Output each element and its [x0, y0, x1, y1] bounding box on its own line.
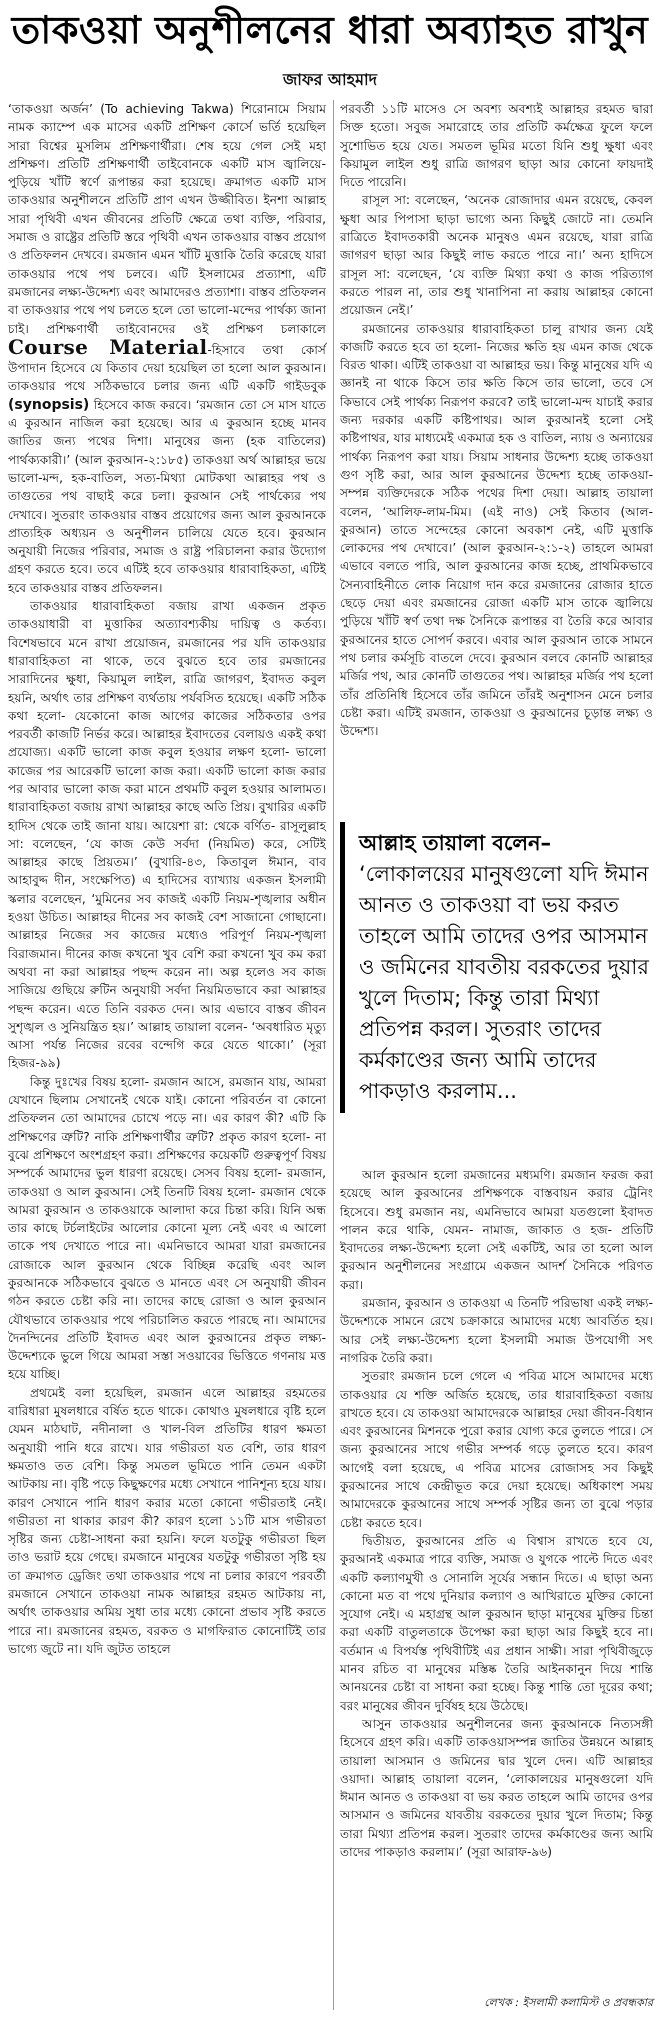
article-author: জাফর আহমাদ	[282, 70, 378, 89]
paragraph: সুতরাং রমজান চলে গেলে এ পবিত্র মাসে আমাদের মধ্যে তাকওয়ার যে শক্তি অর্জিত হয়েছে, তার ধারাবাহিকতা বজায় রাখতে হবে। যে তাকওয়া আমাদেরকে আল্লাহর দেয়া জীবন-বিধান এবং কুরআনের মিশনকে পুরো করার যোগ্য করে তুলতে পারে। সে জন্য কুরআনের সাথে গভীর সম্পর্ক গড়ে তুলতে হবে। কারণ আগেই বলা হয়েছে, এ পবিত্র মাসের রোজাসহ সব কিছুই কুরআনের সাথে কেন্দ্রীভূত করে দেয়া হয়েছে। অধিকাংশ সময় আমাদেরকে কুরআনের সাথে সম্পর্ক সৃষ্টির জন্য তা বুঝে পড়ার চেষ্টা করতে হবে।	[340, 1369, 653, 1530]
pull-quote	[340, 822, 653, 1113]
paragraph: কিন্তু দুঃখের বিষয় হলো- রমজান আসে, রমজান যায়, আমরা যেখানে ছিলাম সেখানেই থেকে যাই। কোনো পরিবর্তন বা কোনো প্রতিফলন তো আমাদের চোখে পড়ে না। এর কারণ কী? এটি কি প্রশিক্ষণের ত্রুটি? নাকি প্রশিক্ষণার্থীর ত্রুটি? প্রকৃত কারণ হলো- না বুঝে প্রশিক্ষণে অংশগ্রহণ করা। প্রশিক্ষণের কয়েকটি গুরুত্বপূর্ণ বিষয় সম্পর্কে আমাদের ভুল ধারণা রয়েছে। সেসব বিষয় হলো- রমজান, তাকওয়া ও আল কুরআন। সেই তিনটি বিষয় হলো- রমজান থেকে আমরা কুরআন ও তাকওয়াকে আলাদা করে চিন্তা করি। যিনি অন্ধ তার কাছে টর্চলাইটের আলোর কোনো মূল্য নেই এবং এ আলো তাকে পথ দেখাতে পারে না। এমনিভাবে আমরা যারা রমজানের রোজাকে আল কুরআন থেকে বিচ্ছিন্ন করেছি এবং আল কুরআনকে সঠিকভাবে বুঝতে ও মানতে এবং সে অনুযায়ী জীবন গঠন করতে চেষ্টা করি না। তাদের কাছে রোজা ও আল কুরআন যৌথভাবে তাকওয়ার পথে পরিচালিত করতে পারছে না। আমাদের দৈনন্দিনের প্রতিটি ইবাদত এবং আল কুরআনের প্রকৃত লক্ষ্য-উদ্দেশ্যকে ভুলে গিয়ে আমরা সস্তা সওয়াবের ভিত্তিতে গণনায় মত্ত হয়ে যাচ্ছি।	[8, 1074, 326, 1382]
paragraph-text: -হিসাবে তথা কোর্স উপাদান হিসেবে যে কিতাব দেয়া হয়েছিল তা হলো আল কুরআন। তাকওয়ার পথে সঠিকভাবে চলার জন্য এটি একটি গাইডবুক	[8, 342, 326, 394]
left-column	[8, 100, 326, 1658]
pull-quote-text: ‘লোকালয়ের মানুষগুলো যদি ঈমান আনত ও তাকওয়া বা ভয় করত তাহলে আমি তাদের ওপর আসমান ও জমিনের যাবতীয় বরকতের দুয়ার খুলে দিতাম; কিন্তু তারা মিথ্যা প্রতিপন্ন করল। সুতরাং তাদের কর্মকাণ্ডের জন্য আমি তাদের পাকড়াও করলাম...	[359, 862, 649, 1103]
course-material-term: Course Material	[8, 334, 208, 359]
paragraph: রাসূল সা: বলেছেন, ‘অনেক রোজাদার এমন রয়েছে, কেবল ক্ষুধা আর পিপাসা ছাড়া ভাগ্যে অন্য কিছুই জোটে না। তেমনি রাত্রিতে ইবাদতকারী অনেক মানুষও এমন রয়েছে, যারা রাত্রি জাগরণ ছাড়া আর কিছুই লাভ করতে পারে না।’ অন্য হাদিসে রাসূল সা: বলেছেন, ‘যে ব্যক্তি মিথ্যা কথা ও কাজ পরিত্যাগ করতে পারল না, তার শুধু খানাপিনা না করায় আল্লাহর কোনো প্রয়োজন নেই।’	[340, 193, 653, 318]
paragraph	[8, 100, 326, 597]
paragraph: তাকওয়ার ধারাবাহিকতা বজায় রাখা একজন প্রকৃত তাকওয়াধারী বা মুত্তাকির অত্যাবশ্যকীয় দায়িত্ব ও কর্তব্য। বিশেষভাবে মনে রাখা প্রয়োজন, রমজানের পর যদি তাকওয়ার ধারাবাহিকতা না থাকে, তবে বুঝতে হবে তার রমজানের সারাদিনের ক্ষুধা, কিয়ামুল লাইল, রাত্রি জাগরণ, ইবাদত কবুল হয়নি, অর্থাৎ তার প্রশিক্ষণ ব্যর্থতায় পর্যবসিত হয়েছে। একটি সঠিক কথা হলো- যেকোনো কাজ আগের কাজের সঠিকতার ওপর পরবর্তী কাজটি নির্ভর করে। আল্লাহর ইবাদতের বেলায়ও একই কথা প্রযোজ্য। একটি ভালো কাজ কবুল হওয়ার লক্ষণ হলো- ভালো কাজের পর আরেকটি ভালো কাজ করা। একটি ভালো কাজ করার পর আবার ভালো কাজ করা মানে প্রথমটি কবুল হওয়ার আলামত। ধারাবাহিকতা বজায় রাখা আল্লাহর কাছে অতি প্রিয়। বুখারির একটি হাদিস থেকে তাই জানা যায়। আয়েশা রা: থেকে বর্ণিত- রাসূলুল্লাহ সা: বলেছেন, ‘যে কাজ কেউ সর্বদা (নিয়মিত) করে, সেটিই আল্লাহর কাছে প্রিয়তম।’ (বুখারি-৪৩, কিতাবুল ঈমান, বাব আহাবুদ্দ দীন, সংক্ষেপিত) এ হাদিসের ব্যাখ্যায় একজন ইসলামী স্কলার বলেছেন, ‘মুমিনের সব কাজই একটি নিয়ম-শৃঙ্খলার অধীন হওয়া উচিত। আল্লাহর দীনের সব কাজই বেশ সাজানো গোছানো। আল্লাহর নিজের সব কাজের মধ্যেও পরিপূর্ণ নিয়ম-শৃঙ্খলা বিরাজমান। দীনের কাজ কখনো খুব বেশি করা কখনো খুব কম করা অথবা না করা আল্লাহর পছন্দ করেন না। অল্প হলেও সব কাজ সাজিয়ে গুছিয়ে রুটিন অনুযায়ী সর্বদা নিয়মিতভাবে করা আল্লাহর পছন্দ করেন। এতে তিনি বরকত দেন। আর এভাবে বাস্তব জীবন সুশৃঙ্খল ও সুনিয়ন্ত্রিত হয়।’ আল্লাহ তায়ালা বলেন- ‘অবধারিত মৃত্যু আসা পর্যন্ত নিজের রবের বন্দেগি করে যেতে থাকো।’ (সূরা হিজর-৯৯)	[8, 599, 326, 1071]
paragraph: রমজান, কুরআন ও তাকওয়া এ তিনটি পরিভাষা একই লক্ষ্য-উদ্দেশ্যকে সামনে রেখে চক্রাকারে আমাদের মধ্যে আবর্তিত হয়। আর সেই লক্ষ্য-উদ্দেশ্য হলো ইসলামী সমাজ উপযোগী সৎ নাগরিক তৈরি করা।	[340, 1296, 653, 1365]
column-divider	[333, 100, 334, 2010]
paragraph: আসুন তাকওয়ার অনুশীলনের জন্য কুরআনকে নিত্যসঙ্গী হিসেবে গ্রহণ করি। একটি তাকওয়াসম্পন্ন জাতির উন্নয়নে আল্লাহ তায়ালা আসমান ও জমিনের দ্বার খুলে দেন। এটি আল্লাহর ওয়াদা। আল্লাহ তায়ালা বলেন, ‘লোকালয়ের মানুষগুলো যদি ঈমান আনত ও তাকওয়া বা ভয় করত তাহলে আমি তাদের ওপর আসমান ও জমিনের যাবতীয় বরকতের দুয়ার খুলে দিতাম; কিন্তু তারা মিথ্যা প্রতিপন্ন করল। সুতরাং তাদের কর্মকাণ্ডের জন্য আমি তাদের পাকড়াও করলাম।’ (সূরা আরাফ-৯৬)	[340, 1716, 653, 1859]
paragraph-text: ‘তাকওয়া অর্জন’ (To achieving Takwa) শিরোনামে সিয়াম নামক ক্যাম্পে এক মাসের একটি প্রশিক্ষণ কোর্সে ভর্তি হয়েছিল সারা বিশ্বের মুসলিম প্রশিক্ষণার্থীরা। শেষ হয়ে গেল সেই মহা প্রশিক্ষণ। প্রতিটি প্রশিক্ষণার্থী তাইবোনকে একটি মাস জ্বালিয়ে-পুড়িয়ে খাঁটি স্বর্ণে রূপান্তর করা হয়েছে। ক্রমাগত একটি মাস তাকওয়ার অনুশীলনে প্রতিটি প্রাণ এখন উজ্জীবিত। ইনশা আল্লাহ সারা পৃথিবী এখন জীবনের প্রতিটি ক্ষেত্রে তথা ব্যক্তি, পরিবার, সমাজ ও রাষ্ট্রের প্রতিটি স্তরে পৃথিবী এখন তাকওয়ার বাস্তব প্রয়োগ ও প্রতিফলন দেখবে। রমজান এমন খাঁটি মুত্তাকি তৈরি করেছে যারা তাকওয়ার পথে পথ চলবে। এটি ইসলামের প্রত্যাশা, এটি রমজানের লক্ষ্য-উদ্দেশ্য এবং আমাদেরও প্রত্যাশা। বাস্তব প্রতিফলন বা তাকওয়ার পথে পথ চলতে হলে তো ভালো-মন্দের পার্থক্য জানা চাই। প্রশিক্ষণার্থী তাইবোনদের ওই প্রশিক্ষণ চলাকালে	[8, 102, 326, 336]
right-column-top	[340, 100, 653, 815]
paragraph: রমজানের তাকওয়ার ধারাবাহিকতা চালু রাখার জন্য যেই কাজটি করতে হবে তা হলো- নিজের ক্ষতি হয় এমন কাজ থেকে বিরত থাকা। এটিই তাকওয়া বা আল্লাহর ভয়। কিন্তু মানুষের যদি এ জ্ঞানই না থাকে কিসে তার ক্ষতি কিসে তার ভালো, তবে সে কিভাবে সেই পার্থক্য নিরূপণ করবে? তাই ভালো-মন্দ যাচাই করার জন্য দরকার একটি কষ্টিপাথর। আল কুরআনই হলো সেই কষ্টিপাথর, যার মাধ্যমেই একমাত্র হক ও বাতিল, ন্যায় ও অন্যায়ের পার্থক্য নিরূপণ করা যায়। সিয়াম সাধনার উদ্দেশ্য হচ্ছে তাকওয়া গুণ সৃষ্টি করা, আর আল কুরআনের উদ্দেশ্য হচ্ছে তাকওয়া-সম্পন্ন ব্যক্তিদেরকে সঠিক পথের দিশা দেয়া। আল্লাহ তায়ালা বলেন, ‘আলিফ-লাম-মিম। (এই নাও) সেই কিতাব (আল-কুরআন) তাতে সন্দেহের কোনো অবকাশ নেই, এটি মুত্তাকি লোকদের পথ দেখাবে।’ (আল কুরআন-২:১-২) তাহলে আমরা এভাবে বলতে পারি, আল কুরআনের কাজ হচ্ছে, প্রাথমিকভাবে সৈন্যবাহিনীতে লোক নিয়োগ দান করে রমজানের রোজার হাতে ছেড়ে দেয়া এবং রমজানের রোজা একটি মাস তাকে জ্বালিয়ে পুড়িয়ে খাঁটি স্বর্ণ তথা দক্ষ সৈনিকে রূপান্তর বা তৈরি করে আবার কুরআনের হাতে সোপর্দ করবে। এবার আল কুরআন তাকে সামনে পথ চলার কর্মসূচি বাতলে দেবে। কুরআন বলবে কোনটি আল্লাহর মর্জির পথ, আর কোনটি তাগুতের পথ। আল্লাহর মর্জির পথ হলো তাঁর প্রতিনিধি হিসেবে তাঁর জমিনে তাঁরই অনুশাসন মেনে চলার চেষ্টা করা। এটিই রমজান, তাকওয়া ও কুরআনের চূড়ান্ত লক্ষ্য ও উদ্দেশ্য।	[340, 321, 653, 739]
paragraph: দ্বিতীয়ত, কুরআনের প্রতি এ বিশ্বাস রাখতে হবে যে, কুরআনই একমাত্র পারে ব্যক্তি, সমাজ ও যুগকে পাল্টে দিতে এবং একটি কল্যাণমুখী ও সোনালি সূর্যের সন্ধান দিতে। এ ছাড়া অন্য কোনো মত বা পথে দুনিয়ার কল্যাণ ও আখিরাতে মুক্তির কোনো সুযোগ নেই। এ মহাগ্রন্থ আল কুরআন ছাড়া মানুষের মুক্তির চিন্তা করা একটি বাতুলতাকে উপেক্ষা করা ছাড়া আর কিছুই হবে না। বর্তমান এ বিপর্যস্ত পৃথিবীটিই এর প্রধান সাক্ষী। সারা পৃথিবীজুড়ে মানব রচিত বা মানুষের মস্তিষ্ক তৈরি আইনকানুন দিয়ে শান্তি আনয়নের চেষ্টা বা সাধনা করা হচ্ছে। কিন্তু শান্তি তো দূরের কথা; বরং মানুষের জীবন দুর্বিষহ হয়ে উঠেছে।	[340, 1533, 653, 1713]
paragraph: আল কুরআন হলো রমজানের মধ্যমণি। রমজান ফরজ করা হয়েছে আল কুরআনের প্রশিক্ষণকে বাস্তবায়ন করার ট্রেনিং হিসেবে। শুধু রমজান নয়, এমনিভাবে আমরা যতগুলো ইবাদত পালন করে থাকি, যেমন- নামাজ, জাকাত ও হজ- প্রতিটি ইবাদতের লক্ষ্য-উদ্দেশ্য হলো সেই একটিই, আর তা হলো আল কুরআন অনুশীলনের সংগ্রামে একজন আদর্শ সৈনিকে পরিণত করা।	[340, 1168, 653, 1292]
author-byline: লেখক : ইসলামী কলামিস্ট ও প্রবন্ধকার	[484, 1996, 653, 2009]
paragraph-text: হিসেবে কাজ করবে। ‘রমজান তো সে মাস যাতে এ কুরআন নাজিল করা হয়েছে। আর এ কুরআন হচ্ছে মানব জাতির জন্য পথের দিশা। মানুষের জন্য (হক বাতিলের) পার্থক্যকারী।’ (আল কুরআন-২:১৮৫) তাকওয়া অর্থ আল্লাহর ভয়ে ভালো-মন্দ, হক-বাতিল, সত্য-মিথ্যা মোটকথা আল্লাহর পথ ও তাগুতের পথ বাছাই করে চলা। কুরআন সেই পার্থক্যের পথ দেখাবে। সুতরাং তাকওয়ার বাস্তব প্রয়োগের জন্য আল কুরআনকে প্রাত্যহিক অধ্যয়ন ও অনুশীলন চালিয়ে যেতে হবে। কুরআন অনুযায়ী নিজের পরিবার, সমাজ ও রাষ্ট্র পরিচালনা করার উদ্যোগ গ্রহণ করতে হবে। তবে এটিই হবে তাকওয়ার ধারাবাহিকতা, এটিই হবে তাকওয়ার বাস্তব প্রতিফলন।	[8, 397, 327, 595]
paragraph: পরবর্তী ১১টি মাসেও সে অবশ্য অবশ্যই আল্লাহর রহমত দ্বারা সিক্ত হতো। সবুজ সমারোহে তার প্রতিটি কর্মক্ষেত্র ফুলে ফলে সুশোভিত হয়ে যেত। সমতল ভূমির মতো যিনি শুধু ক্ষুধা এবং কিয়ামুল লাইল শুধু রাত্রি জাগরণ ছাড়া আর কোনো ফায়দাই দিতে পারেনি।	[340, 102, 653, 190]
pull-quote-intro: আল্লাহ তায়ালা বলেন–	[359, 831, 552, 855]
article-title: তাকওয়া অনুশীলনের ধারা অব্যাহত রাখুন	[11, 7, 649, 52]
synopsis-term: (synopsis)	[8, 396, 90, 413]
paragraph: প্রথমেই বলা হয়েছিল, রমজান এলে আল্লাহর রহমতের বারিধারা মুষলধারে বর্ষিত হতে থাকে। কোথাও মুষলধারে বৃষ্টি হলে যেমন মাঠঘাট, নদীনালা ও খাল-বিল প্রতিটির ধারণ ক্ষমতা অনুযায়ী পানি ধরে রাখে। যার গভীরতা যত বেশি, তার ধারণ ক্ষমতাও তত বেশি। কিন্তু সমতল ভূমিতে পানি তেমন একটা আটকায় না। বৃষ্টি পড়ে কিছুক্ষণের মধ্যে সেখানে পানিশূন্য হয়ে যায়। কারণ সেখানে পানি ধারণ করার মতো কোনো গভীরতাই নেই। গভীরতা না থাকার কারণ কী? কারণ হলো ১১টি মাস গভীরতা সৃষ্টির জন্য চেষ্টা-সাধনা করা হয়নি। ফলে যতটুকু গভীরতা ছিল তাও ভরাট হয়ে গেছে। রমজানে মানুষের যতটুকু গভীরতা সৃষ্টি হয় তা ক্রমাগত ড্রেজিং তথা তাকওয়ার পথে না চলার কারণে পরবর্তী রমজানে সেখানে তাকওয়া নামক আল্লাহর রহমত আটকায় না, অর্থাৎ তাকওয়ার অমিয় সুধা তার মধ্যে কোনো প্রভাব সৃষ্টি করতে পারে না। রমজানের রহমত, বরকত ও মাগফিরাত কোনোটিই তার ভাগ্যে জুটে না। যদি জুটত তাহলে	[8, 1385, 326, 1656]
right-column-bottom	[340, 1166, 653, 1861]
